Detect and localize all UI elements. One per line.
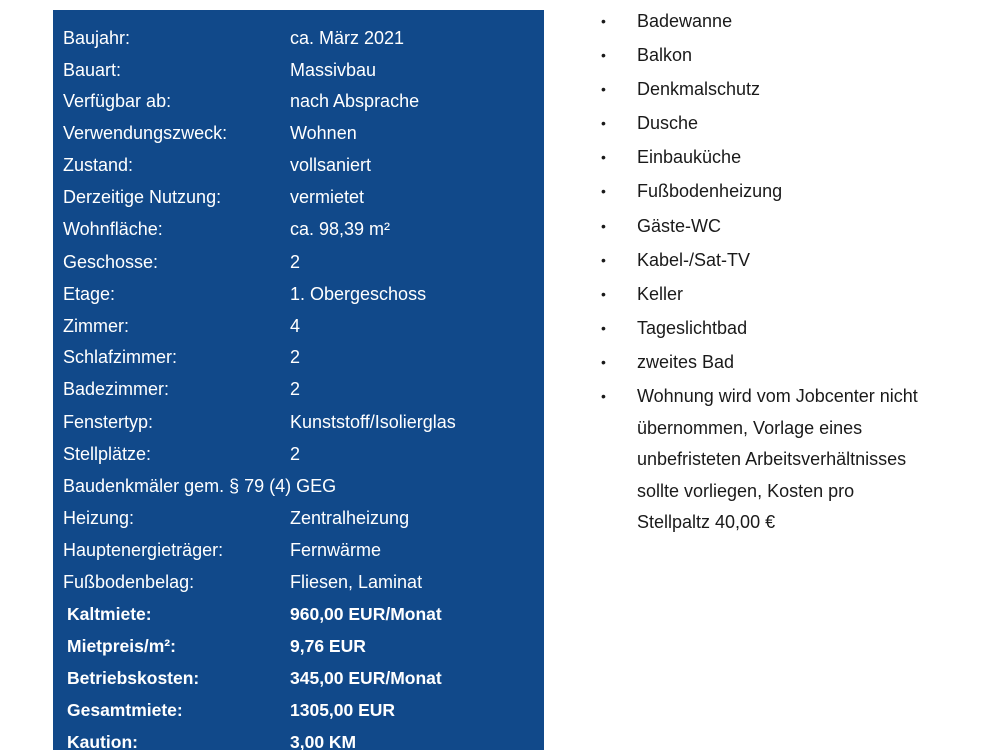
detail-value: Wohnen (290, 123, 357, 143)
feature-item (597, 108, 957, 140)
bullet-icon: • (601, 285, 606, 302)
detail-value: 2 (290, 444, 301, 464)
detail-label: Verwendungszweck: (63, 123, 228, 143)
features-list (597, 6, 957, 542)
feature-label: Einbauküche (637, 147, 742, 168)
cost-value: 960,00 EUR/Monat (290, 604, 442, 624)
detail-row (53, 312, 544, 340)
note-line: unbefristeten Arbeitsverhältnisses (637, 449, 907, 470)
feature-item (597, 211, 957, 243)
property-details-panel (53, 10, 544, 750)
feature-item (597, 142, 957, 174)
bullet-icon: • (601, 319, 606, 336)
feature-label: Tageslichtbad (637, 317, 748, 338)
cost-row (53, 664, 544, 692)
detail-row (53, 151, 544, 179)
detail-value: Zentralheizung (290, 508, 410, 528)
detail-row (53, 343, 544, 371)
feature-label: Badewanne (637, 11, 733, 31)
bullet-icon: • (601, 217, 606, 234)
bullet-icon: • (601, 149, 606, 166)
bullet-icon: • (601, 81, 606, 98)
feature-label: Kabel-/Sat-TV (637, 249, 751, 270)
note-line: Wohnung wird vom Jobcenter nicht (637, 386, 918, 407)
detail-value: 4 (290, 316, 301, 336)
feature-item (597, 279, 957, 311)
detail-label: Geschosse: (63, 252, 159, 272)
detail-value: Fernwärme (290, 540, 382, 560)
cost-label: Betriebskosten: (67, 668, 200, 688)
bullet-icon: • (601, 353, 606, 370)
note-line: sollte vorliegen, Kosten pro (637, 480, 855, 501)
feature-note-item (597, 381, 957, 539)
detail-label: Fenstertyp: (63, 412, 154, 432)
detail-label: Baudenkmäler gem. § 79 (4) GEG (63, 476, 337, 496)
detail-row (53, 183, 544, 211)
cost-value: 345,00 EUR/Monat (290, 668, 442, 688)
detail-row (53, 440, 544, 468)
note-line: übernommen, Vorlage eines (637, 417, 863, 438)
feature-item (597, 40, 957, 72)
cost-row (53, 728, 544, 750)
cost-label: Kaltmiete: (67, 604, 152, 624)
feature-item (597, 74, 957, 106)
detail-label: Verfügbar ab: (63, 91, 172, 111)
detail-label: Zimmer: (63, 316, 129, 336)
feature-label: Keller (637, 283, 684, 304)
detail-value: 1. Obergeschoss (290, 284, 427, 304)
detail-value: Fliesen, Laminat (290, 572, 423, 592)
detail-value: ca. 98,39 m² (290, 219, 391, 239)
detail-row (53, 472, 544, 500)
detail-label: Heizung: (63, 508, 135, 528)
detail-row (53, 248, 544, 276)
detail-row (53, 504, 544, 532)
detail-value: 2 (290, 347, 301, 367)
bullet-icon: • (601, 13, 606, 29)
cost-row (53, 696, 544, 724)
feature-label: Fußbodenheizung (637, 181, 783, 202)
bullet-icon: • (601, 183, 606, 200)
cost-label: Kaution: (67, 732, 138, 750)
cost-label: Gesamtmiete: (67, 700, 183, 720)
detail-row (53, 375, 544, 403)
detail-row (53, 87, 544, 115)
detail-row (53, 408, 544, 436)
feature-label: Gäste-WC (637, 215, 722, 236)
detail-label: Derzeitige Nutzung: (63, 187, 222, 207)
detail-value: 2 (290, 379, 301, 399)
feature-label: Dusche (637, 113, 699, 134)
detail-row (53, 215, 544, 243)
detail-label: Zustand: (63, 155, 134, 175)
detail-value: Massivbau (290, 60, 377, 80)
detail-value: 2 (290, 252, 301, 272)
detail-label: Etage: (63, 284, 116, 304)
cost-row (53, 632, 544, 660)
feature-label: Denkmalschutz (637, 79, 761, 100)
detail-label: Wohnfläche: (63, 219, 163, 239)
detail-value: Kunststoff/Isolierglas (290, 412, 456, 432)
detail-value: ca. März 2021 (290, 28, 405, 48)
detail-row (53, 56, 544, 84)
feature-item (597, 176, 957, 208)
bullet-icon: • (601, 47, 606, 64)
detail-row (53, 280, 544, 308)
cost-value: 3,00 KM (290, 732, 357, 750)
detail-label: Hauptenergieträger: (63, 540, 224, 560)
detail-value: nach Absprache (290, 91, 420, 111)
detail-label: Stellplätze: (63, 444, 152, 464)
bullet-icon: • (601, 115, 606, 132)
detail-row (53, 568, 544, 596)
feature-item (597, 245, 957, 277)
detail-row (53, 119, 544, 147)
detail-value: vollsaniert (290, 155, 372, 175)
feature-label: Balkon (637, 45, 693, 66)
feature-item (597, 347, 957, 379)
cost-label: Mietpreis/m²: (67, 636, 176, 656)
detail-row (53, 24, 544, 52)
detail-label: Schlafzimmer: (63, 347, 178, 367)
detail-label: Bauart: (63, 60, 122, 80)
bullet-icon: • (601, 388, 606, 405)
detail-label: Badezimmer: (63, 379, 170, 399)
detail-label: Baujahr: (63, 28, 131, 48)
detail-label: Fußbodenbelag: (63, 572, 195, 592)
cost-row (53, 600, 544, 628)
feature-item (597, 313, 957, 345)
cost-value: 9,76 EUR (290, 636, 366, 656)
feature-label: zweites Bad (637, 351, 735, 372)
bullet-icon: • (601, 251, 606, 268)
feature-item (597, 6, 957, 38)
detail-row (53, 536, 544, 564)
cost-value: 1305,00 EUR (290, 700, 396, 720)
detail-value: vermietet (290, 187, 365, 207)
note-line: Stellpaltz 40,00 € (637, 512, 776, 533)
